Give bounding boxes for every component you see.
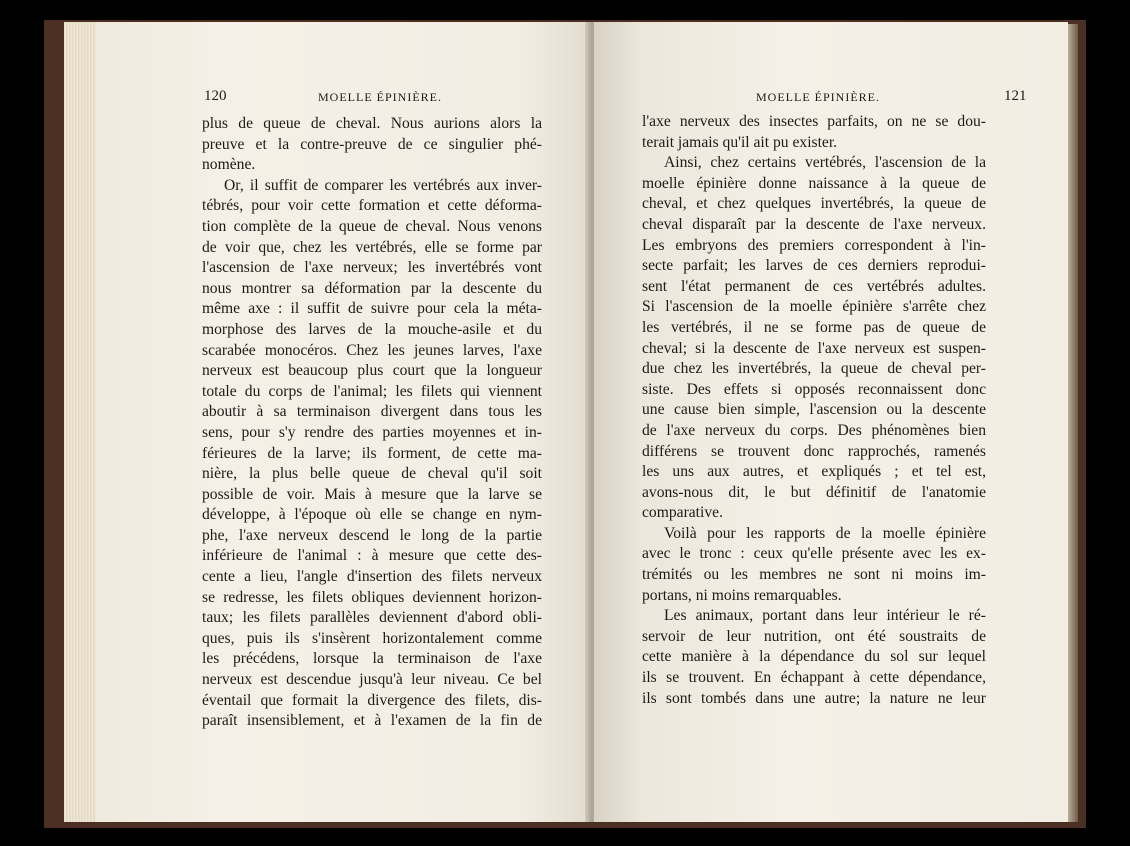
text-line: de voir que, chez les vertébrés, elle se forme par [202, 238, 542, 256]
text-line: Les embryons des premiers correspondent à l'in- [642, 236, 986, 254]
text-line: phe, l'axe nerveux descend le long de la partie [202, 526, 542, 544]
text-line: sent l'état permanent de ces vertébrés adultes. [642, 277, 986, 295]
text-line: nière, la plus belle queue de cheval qu'il soit [202, 465, 542, 483]
text-line: comparative. [642, 504, 723, 522]
text-line: moelle épinière donne naissance à la queue de [642, 174, 986, 192]
text-line: une cause bien simple, l'ascension ou la descente [642, 401, 986, 419]
text-line: Or, il suffit de comparer les vertébrés aux inver- [224, 176, 542, 194]
text-line: Voilà pour les rapports de la moelle épinière [664, 524, 986, 542]
text-line: nomène. [202, 156, 256, 174]
text-line: secte parfait; les larves de ces derniers reprodui- [642, 257, 986, 275]
right-page-header [642, 88, 1042, 108]
text-line: les uns aux autres, et expliqués ; et tel est, [642, 463, 986, 481]
left-page [96, 22, 590, 822]
text-line: plus de queue de cheval. Nous aurions alors la [202, 115, 542, 132]
text-line: éventail que formait la divergence des filets, dis- [202, 691, 542, 709]
running-head: MOELLE ÉPINIÈRE. [756, 90, 880, 104]
text-line: terait jamais qu'il ait pu exister. [642, 133, 838, 151]
right-page [594, 22, 1068, 822]
text-line: scarabée monocéros. Chez les jeunes larves, l'axe [202, 341, 542, 359]
text-line: due chez les invertébrés, la queue de cheval per- [642, 360, 986, 378]
text-line: ques, puis ils s'insèrent horizontalement comme [202, 629, 542, 647]
text-line: portans, ni moins remarquables. [642, 586, 842, 604]
text-line: ils sont tombés dans une autre; la nature ne leur [642, 689, 986, 707]
text-line: l'axe nerveux des insectes parfaits, on ne se dou- [642, 113, 986, 130]
text-line: cheval; si la descente de l'axe nerveux est suspen- [642, 339, 986, 357]
text-line: inférieure de l'animal : à mesure que cette des- [202, 547, 542, 565]
text-line: se redresse, les filets obliques deviennent horizon- [202, 588, 542, 606]
text-line: Les animaux, portant dans leur intérieur le ré- [664, 607, 986, 625]
text-line: sens, pour s'y rendre des parties moyennes et in- [202, 423, 542, 441]
left-page-text [202, 114, 542, 732]
text-line: cheval disparaît par la descente de l'axe nerveux. [642, 215, 986, 233]
text-line: l'ascension de l'axe nerveux; les invertébrés vont [202, 259, 542, 277]
page-edges [1068, 24, 1078, 822]
text-line: ils se trouvent. En échappant à cette dépendance, [642, 669, 986, 687]
text-line: férieures de la larve; ils forment, de cette ma- [202, 444, 542, 462]
running-head: MOELLE ÉPINIÈRE. [318, 90, 442, 104]
text-line: cente a lieu, l'angle d'insertion des filets nerveux [202, 568, 542, 586]
text-line: morphose des larves de la mouche-asile et du [202, 320, 542, 338]
text-line: avec le tronc : ceux qu'elle présente avec les ex- [642, 545, 986, 563]
text-line: nerveux est beaucoup plus court que la longueur [202, 362, 542, 380]
text-line: cheval, et chez quelques invertébrés, la queue de [642, 195, 986, 213]
left-page-header [204, 88, 634, 108]
text-line: Si l'ascension de la moelle épinière s'arrête chez [642, 298, 986, 316]
text-line: siste. Des effets si opposés reconnaissent donc [642, 380, 986, 398]
right-page-text [642, 112, 986, 709]
text-line: taux; les filets parallèles deviennent d'abord obli- [202, 609, 542, 627]
text-line: paraît insensiblement, et à l'examen de la fin de [202, 712, 542, 730]
text-line: les précédens, lorsque la terminaison de l'axe [202, 650, 542, 668]
text-line: preuve et la contre-preuve de ce singulier phé- [202, 135, 542, 153]
page-number: 120 [204, 88, 227, 104]
text-line: nous montrer sa déformation par la descente du [202, 279, 542, 297]
text-line: possible de voir. Mais à mesure que la larve se [202, 485, 542, 503]
text-line: tébrés, pour voir cette formation et cette déforma- [202, 197, 542, 215]
page-number: 121 [1004, 88, 1027, 104]
text-line: tion complète de la queue de cheval. Nous venons [202, 217, 542, 235]
text-line: les vertébrés, il ne se forme pas de queue de [642, 318, 986, 336]
text-line: trémités ou les membres ne sont ni moins im- [642, 566, 986, 584]
text-line: servoir de leur nutrition, ont été soustraits de [642, 627, 986, 645]
text-line: cette manière à la dépendance du sol sur lequel [642, 648, 986, 666]
text-line: Ainsi, chez certains vertébrés, l'ascension de la [664, 154, 986, 172]
text-line: développe, à l'époque où elle se change en nym- [202, 506, 542, 524]
text-line: même axe : il suffit de suivre pour cela la méta- [202, 300, 542, 318]
text-line: différens se trouvent donc rapprochés, ramenés [642, 442, 986, 460]
text-line: de l'axe nerveux du corps. Des phénomènes bien [642, 421, 986, 439]
text-line: nerveux est descendue jusqu'à leur niveau. Ce bel [202, 671, 542, 689]
text-line: totale du corps de l'animal; les filets qui viennent [202, 382, 542, 400]
text-line: avons-nous dit, le but définitif de l'anatomie [642, 483, 986, 501]
text-line: aboutir à sa terminaison divergent dans tous les [202, 403, 542, 421]
